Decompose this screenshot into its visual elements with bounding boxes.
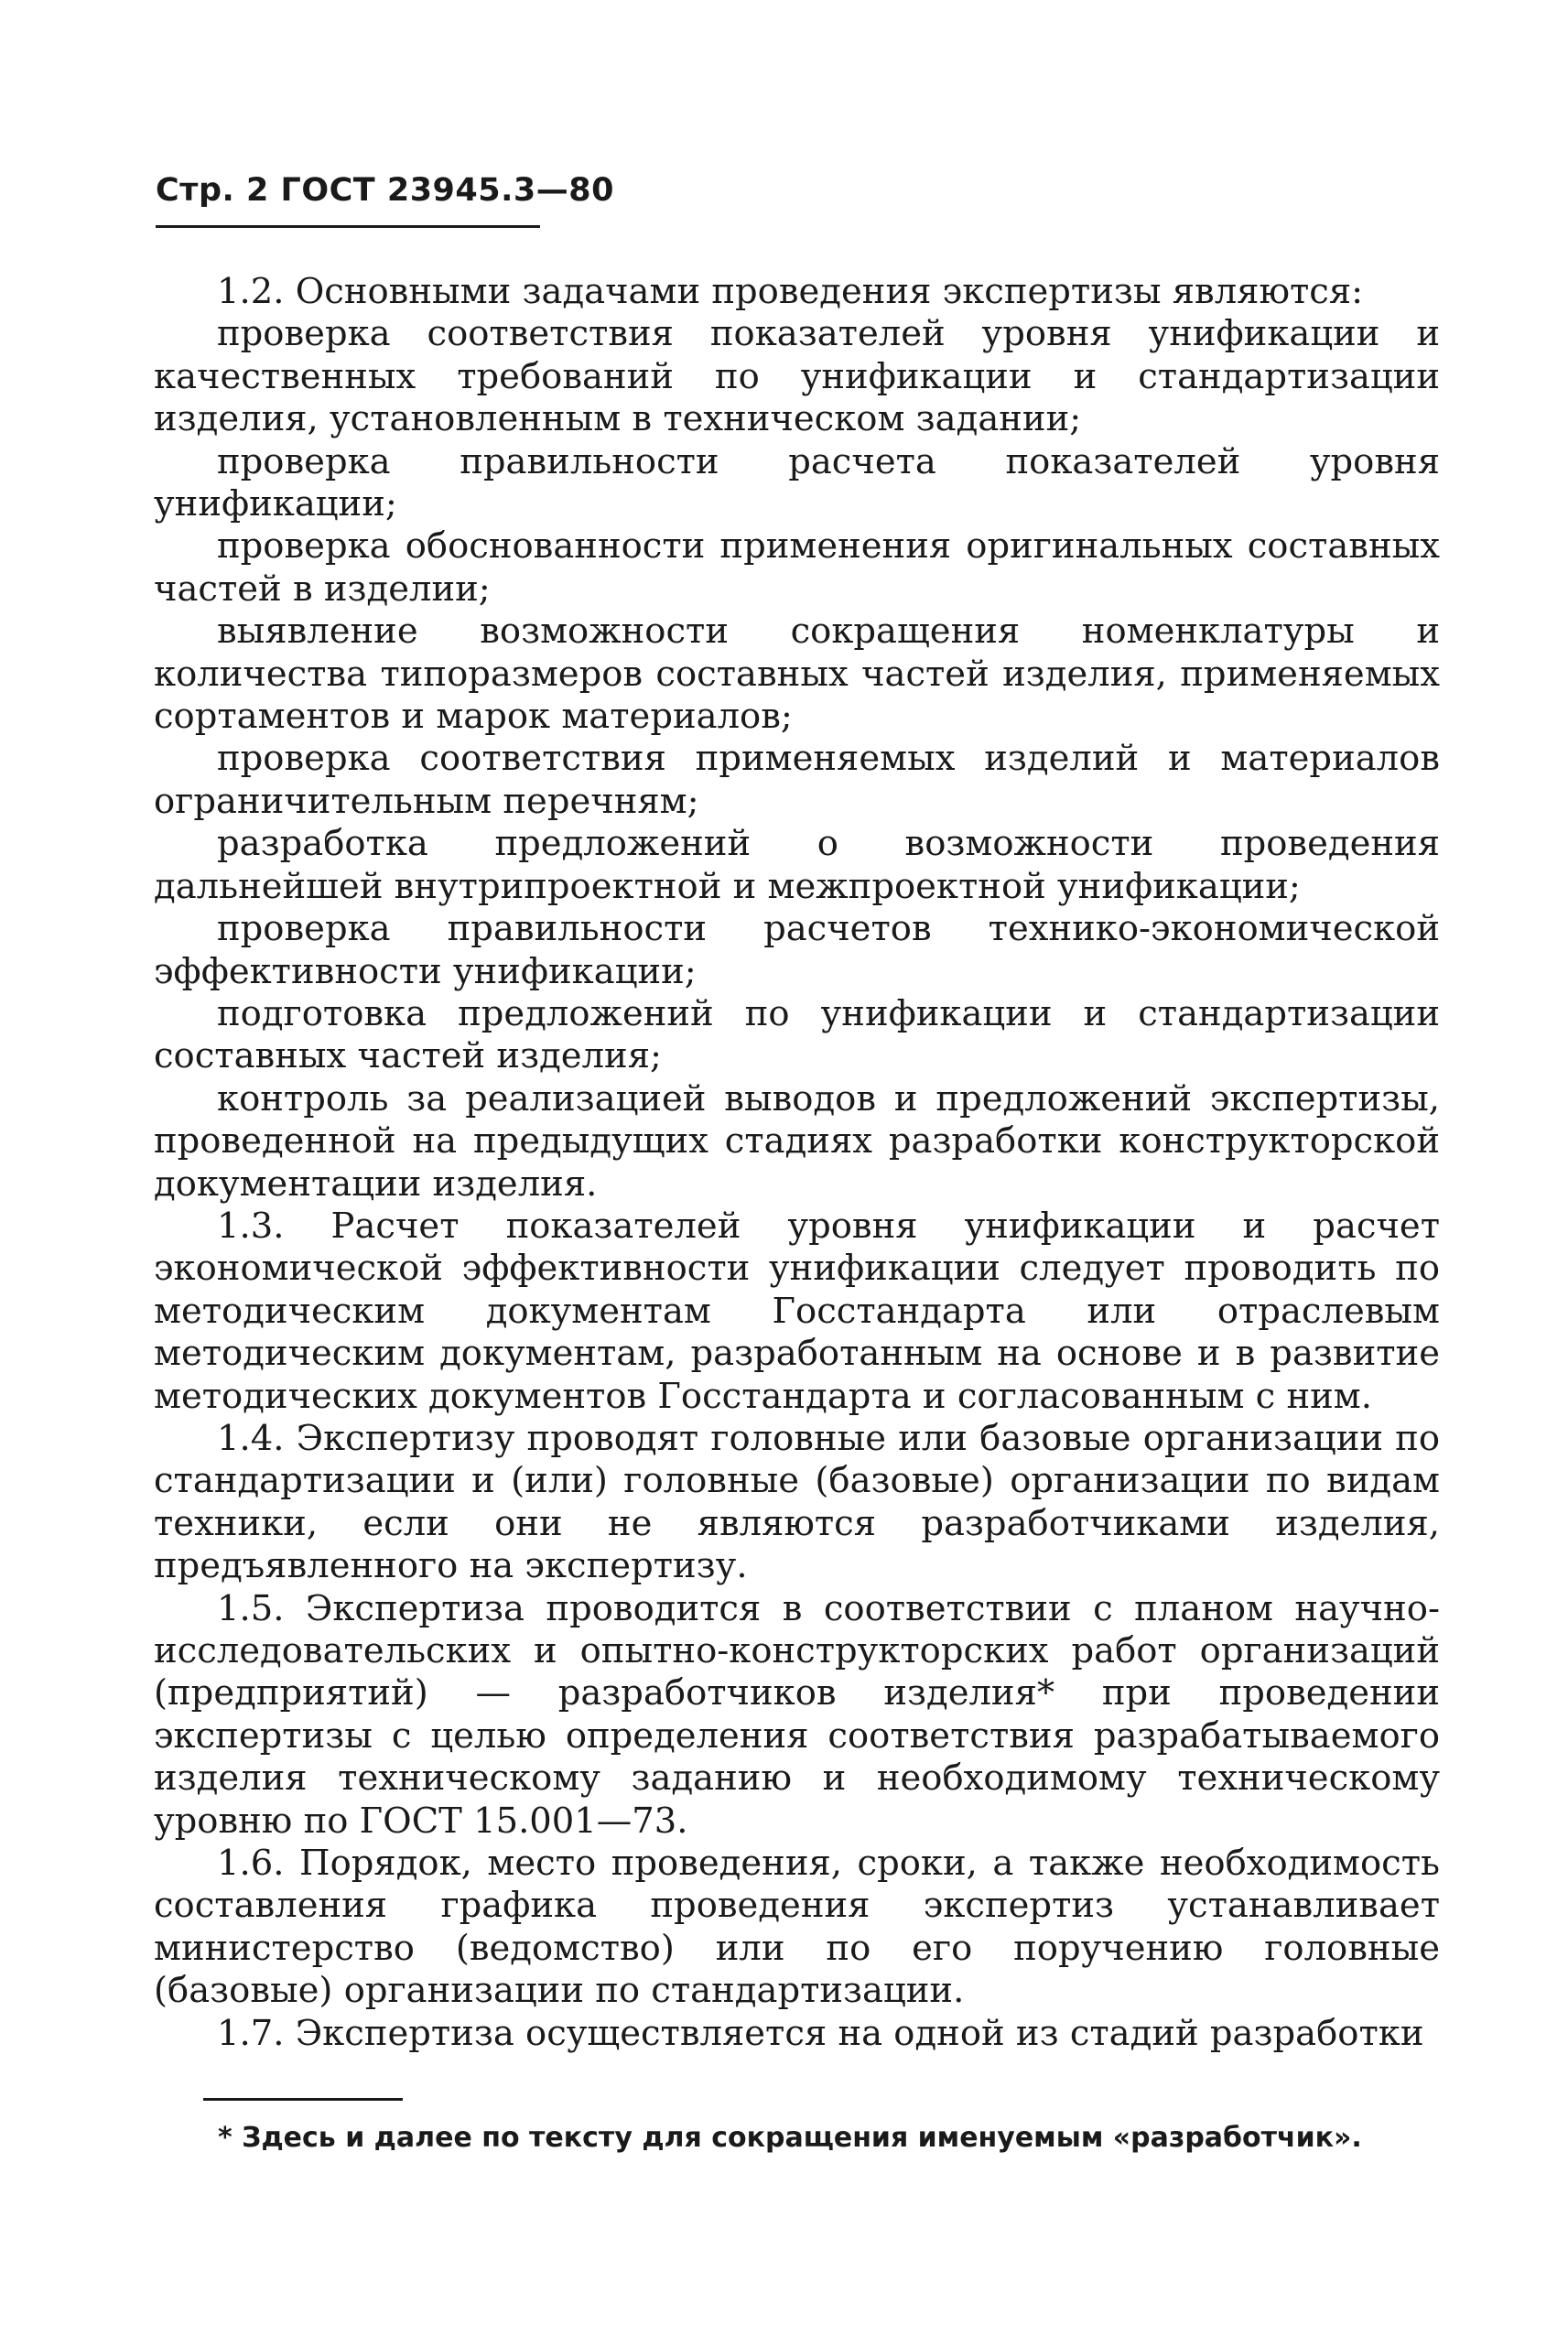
- header-rule: [156, 225, 540, 228]
- list-item-restrictive-lists-check: проверка соответствия применяемых изделий и материалов ограничительным перечням;: [154, 738, 1440, 822]
- list-item-standardization-proposals: подготовка предложений по унификации и стандартизации составных частей изделия;: [154, 992, 1440, 1077]
- list-item-efficiency-calculation-check: проверка правильности расчетов технико-экономической эффективности унификации;: [154, 908, 1440, 992]
- footnote-rule: [203, 2098, 403, 2101]
- paragraph-1-2-intro: 1.2. Основными задачами проведения экспертизы являются:: [217, 271, 1364, 312]
- list-item-implementation-control: контроль за реализацией выводов и предложений экспертизы, проведенной на предыдущих стадиях разработки конструкторской документации изделия.: [154, 1077, 1440, 1205]
- paragraph-1-3: 1.3. Расчет показателей уровня унификации и расчет экономической эффективности унификации следует проводить по методическим документам Госстандарта или отраслевым методическим документам, разработанным на основе и в развитие методических документов Госстандарта и согласованным с ним.: [154, 1205, 1440, 1417]
- list-item-calculation-check: проверка правильности расчета показателей уровня унификации;: [154, 440, 1440, 525]
- list-item-original-parts-check: проверка обоснованности применения оригинальных составных частей в изделии;: [154, 525, 1440, 610]
- paragraph-1-4: 1.4. Экспертизу проводят головные или базовые организации по стандартизации и (или) головные (базовые) организации по видам техники, если они не являются разработчиками изделия, предъявленного на экспертизу.: [154, 1417, 1440, 1587]
- paragraph-1-7: 1.7. Экспертиза осуществляется на одной из стадий разработки: [217, 2012, 1424, 2054]
- list-item-further-unification-proposals: разработка предложений о возможности проведения дальнейшей внутрипроектной и межпроектной унификации;: [154, 823, 1440, 907]
- list-item-compliance-check: проверка соответствия показателей уровня унификации и качественных требований по унификации и стандартизации изделия, установленным в техническом задании;: [154, 313, 1440, 440]
- main-text: [154, 271, 1440, 2055]
- list-item-nomenclature-reduction: выявление возможности сокращения номенклатуры и количества типоразмеров составных частей изделия, применяемых сортаментов и марок материалов;: [154, 611, 1440, 738]
- footnote: * Здесь и далее по тексту для сокращения именуемым «разработчик».: [218, 2122, 1362, 2154]
- running-head: Стр. 2 ГОСТ 23945.3—80: [156, 172, 614, 209]
- paragraph-1-5: 1.5. Экспертиза проводится в соответствии с планом научно-исследовательских и опытно-конструкторских работ организаций (предприятий) — разработчиков изделия* при проведении экспертизы с целью определения соответствия разрабатываемого изделия техническому заданию и необходимому техническому уровню по ГОСТ 15.001—73.: [154, 1587, 1440, 1842]
- paragraph-1-6: 1.6. Порядок, место проведения, сроки, а также необходимость составления графика проведения экспертиз устанавливает министерство (ведомство) или по его поручению головные (базовые) организации по стандартизации.: [154, 1843, 1440, 2012]
